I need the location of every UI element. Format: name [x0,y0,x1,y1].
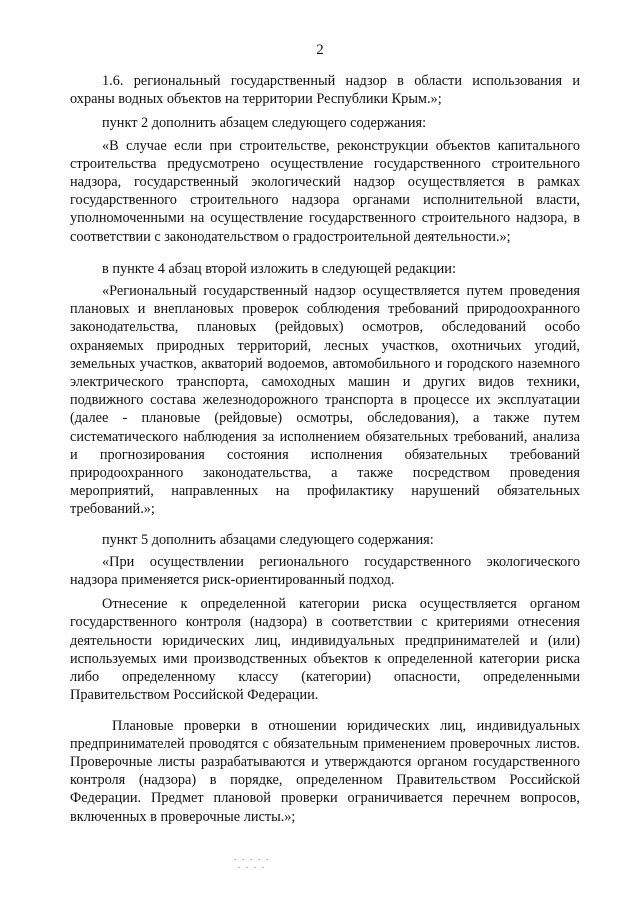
page-number: 2 [316,42,324,58]
paragraph-risk-category: Отнесение к определенной категории риска осуществляется органом государственного контроля (надзора) в соответствии с критериями отнесения деятельности юридических лиц, индивидуальных предпринимателей и (или) используемых ими производственных объектов к определенной категории риска либо определенному классу (категории) опасности, определенными Правительством Российской Федерации. [70,596,580,704]
paragraph-point4-text: «Региональный государственный надзор осуществляется путем проведения плановых и внеплановых проверок соблюдения требований природоохранного законодательства, плановых (рейдовых) осмотров, обследований особо охраняемых природных территорий, лесных участков, охотничьих угодий, земельных участков, акваторий водоемов, автомобильного и городского наземного электрического транспорта, самоходных машин и других видов техники, подвижного состава железнодорожного транспорта в процессе их эксплуатации (далее - плановые (рейдовые) осмотры, обследования), а также путем систематического наблюдения за исполнением обязательных требований, анализа и прогнозирования состояния исполнения обязательных требований природоохранного законодательства, а также посредством проведения мероприятий, направленных на профилактику нарушений обязательных требований.»; [70,283,580,518]
paragraph-planned-inspections: Плановые проверки в отношении юридических лиц, индивидуальных предпринимателей проводятся с обязательным применением проверочных листов. Проверочные листы разрабатываются и утверждаются органом государственного контроля (надзора) в порядке, определенном Правительством Российской Федерации. Предмет плановой проверки ограничивается перечнем вопросов, включенных в проверочные листы.»; [70,717,580,825]
paragraph-point4-intro: в пункте 4 абзац второй изложить в следующей редакции: [102,260,456,277]
paragraph-1-6: 1.6. региональный государственный надзор в области использования и охраны водных объектов на территории Республики Крым.»; [70,73,580,108]
paragraph-risk-approach: «При осуществлении регионального государственного экологического надзора применяется риск-ориентированный подход. [70,553,580,589]
scan-artifact-marks [232,857,282,877]
document-body [70,72,580,832]
paragraph-point2-intro: пункт 2 дополнить абзацем следующего содержания: [102,115,427,132]
paragraph-point2-text: «В случае если при строительстве, реконструкции объектов капитального строительства предусмотрено осуществление государственного строительного надзора, государственный экологический надзор осуществляется в рамках государственного строительного надзора органами исполнительной власти, уполномоченными на осуществление государственного строительного надзора, в соответствии с законодательством о градостроительной деятельности.»; [70,137,580,245]
paragraph-point5-intro: пункт 5 дополнить абзацами следующего содержания: [102,531,434,548]
